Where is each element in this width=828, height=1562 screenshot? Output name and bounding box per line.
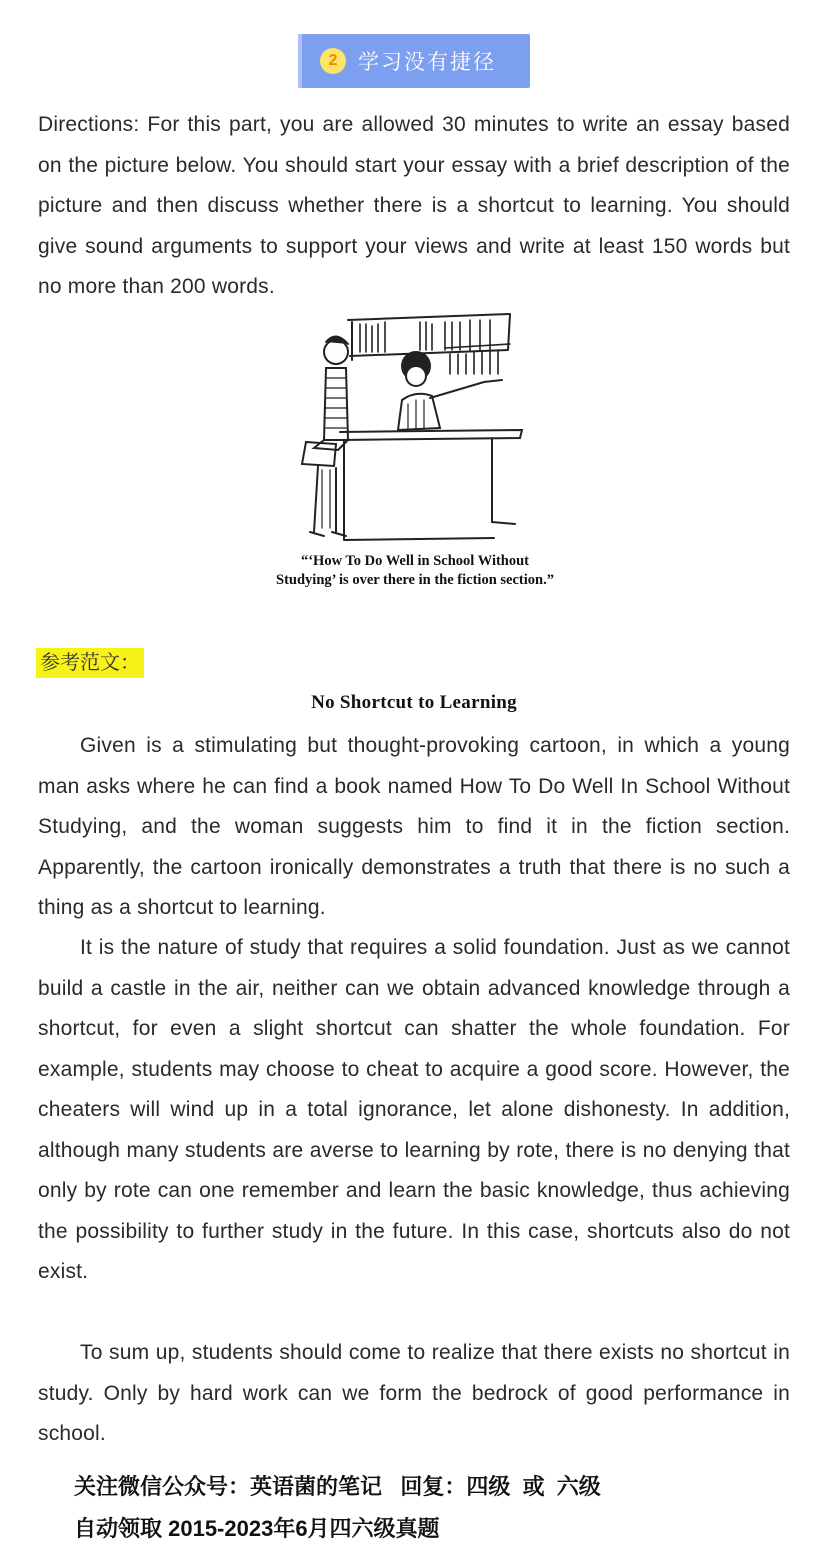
essay-paragraph-2: It is the nature of study that requires a solid foundation. Just as we cannot build a castle in the air, neither can we obtain advanced knowledge through a shortcut, for even a slight shortcut can shatter the whole foundation. For example, students may choose to cheat to acquire a good score. However, the cheaters will wind up in a total ignorance, let alone dishonesty. In addition, although many students are averse to learning by rote, there is no denying that only by rote can one remember and learn the basic knowledge, thus achieving the possibility to further study in the future. In this case, shortcuts also do not exist. <box>38 936 790 1283</box>
essay-paragraph-3: To sum up, students should come to realize that there exists no shortcut in study. Only by hard work can we form the bedrock of good performance in school. <box>38 1341 790 1445</box>
caption-line-1: “‘How To Do Well in School Without <box>300 553 530 569</box>
essay-paragraph-1: Given is a stimulating but thought-provoking cartoon, in which a young man asks where he can find a book named How To Do Well In School Without Studying, and the woman suggests him to find it in the fiction section. Apparently, the cartoon ironically demonstrates a truth that there is no such a thing as a shortcut to learning. <box>38 734 790 919</box>
caption-line-2: Studying’ is over there in the fiction section.” <box>276 572 554 588</box>
footer-line-2: 自动领取 2015-2023年6月四六级真题 <box>74 1516 440 1541</box>
footer-line-1: 关注微信公众号：英语菌的笔记 回复：四级 或 六级 <box>74 1474 601 1499</box>
essay-title: No Shortcut to Learning <box>311 692 517 713</box>
section-badge <box>298 34 530 88</box>
section-title: 学习没有捷径 <box>358 51 496 74</box>
cartoon-caption <box>230 552 600 590</box>
section-number: 2 <box>320 48 346 74</box>
reference-essay-label: 参考范文： <box>36 648 144 678</box>
directions-text: Directions: For this part, you are allowed 30 minutes to write an essay based on the picture below. You should start your essay with a brief description of the picture and then discuss whether there is a shortcut to learning. You should give sound arguments to support your views and write at least 150 words but no more than 200 words. <box>38 113 790 298</box>
